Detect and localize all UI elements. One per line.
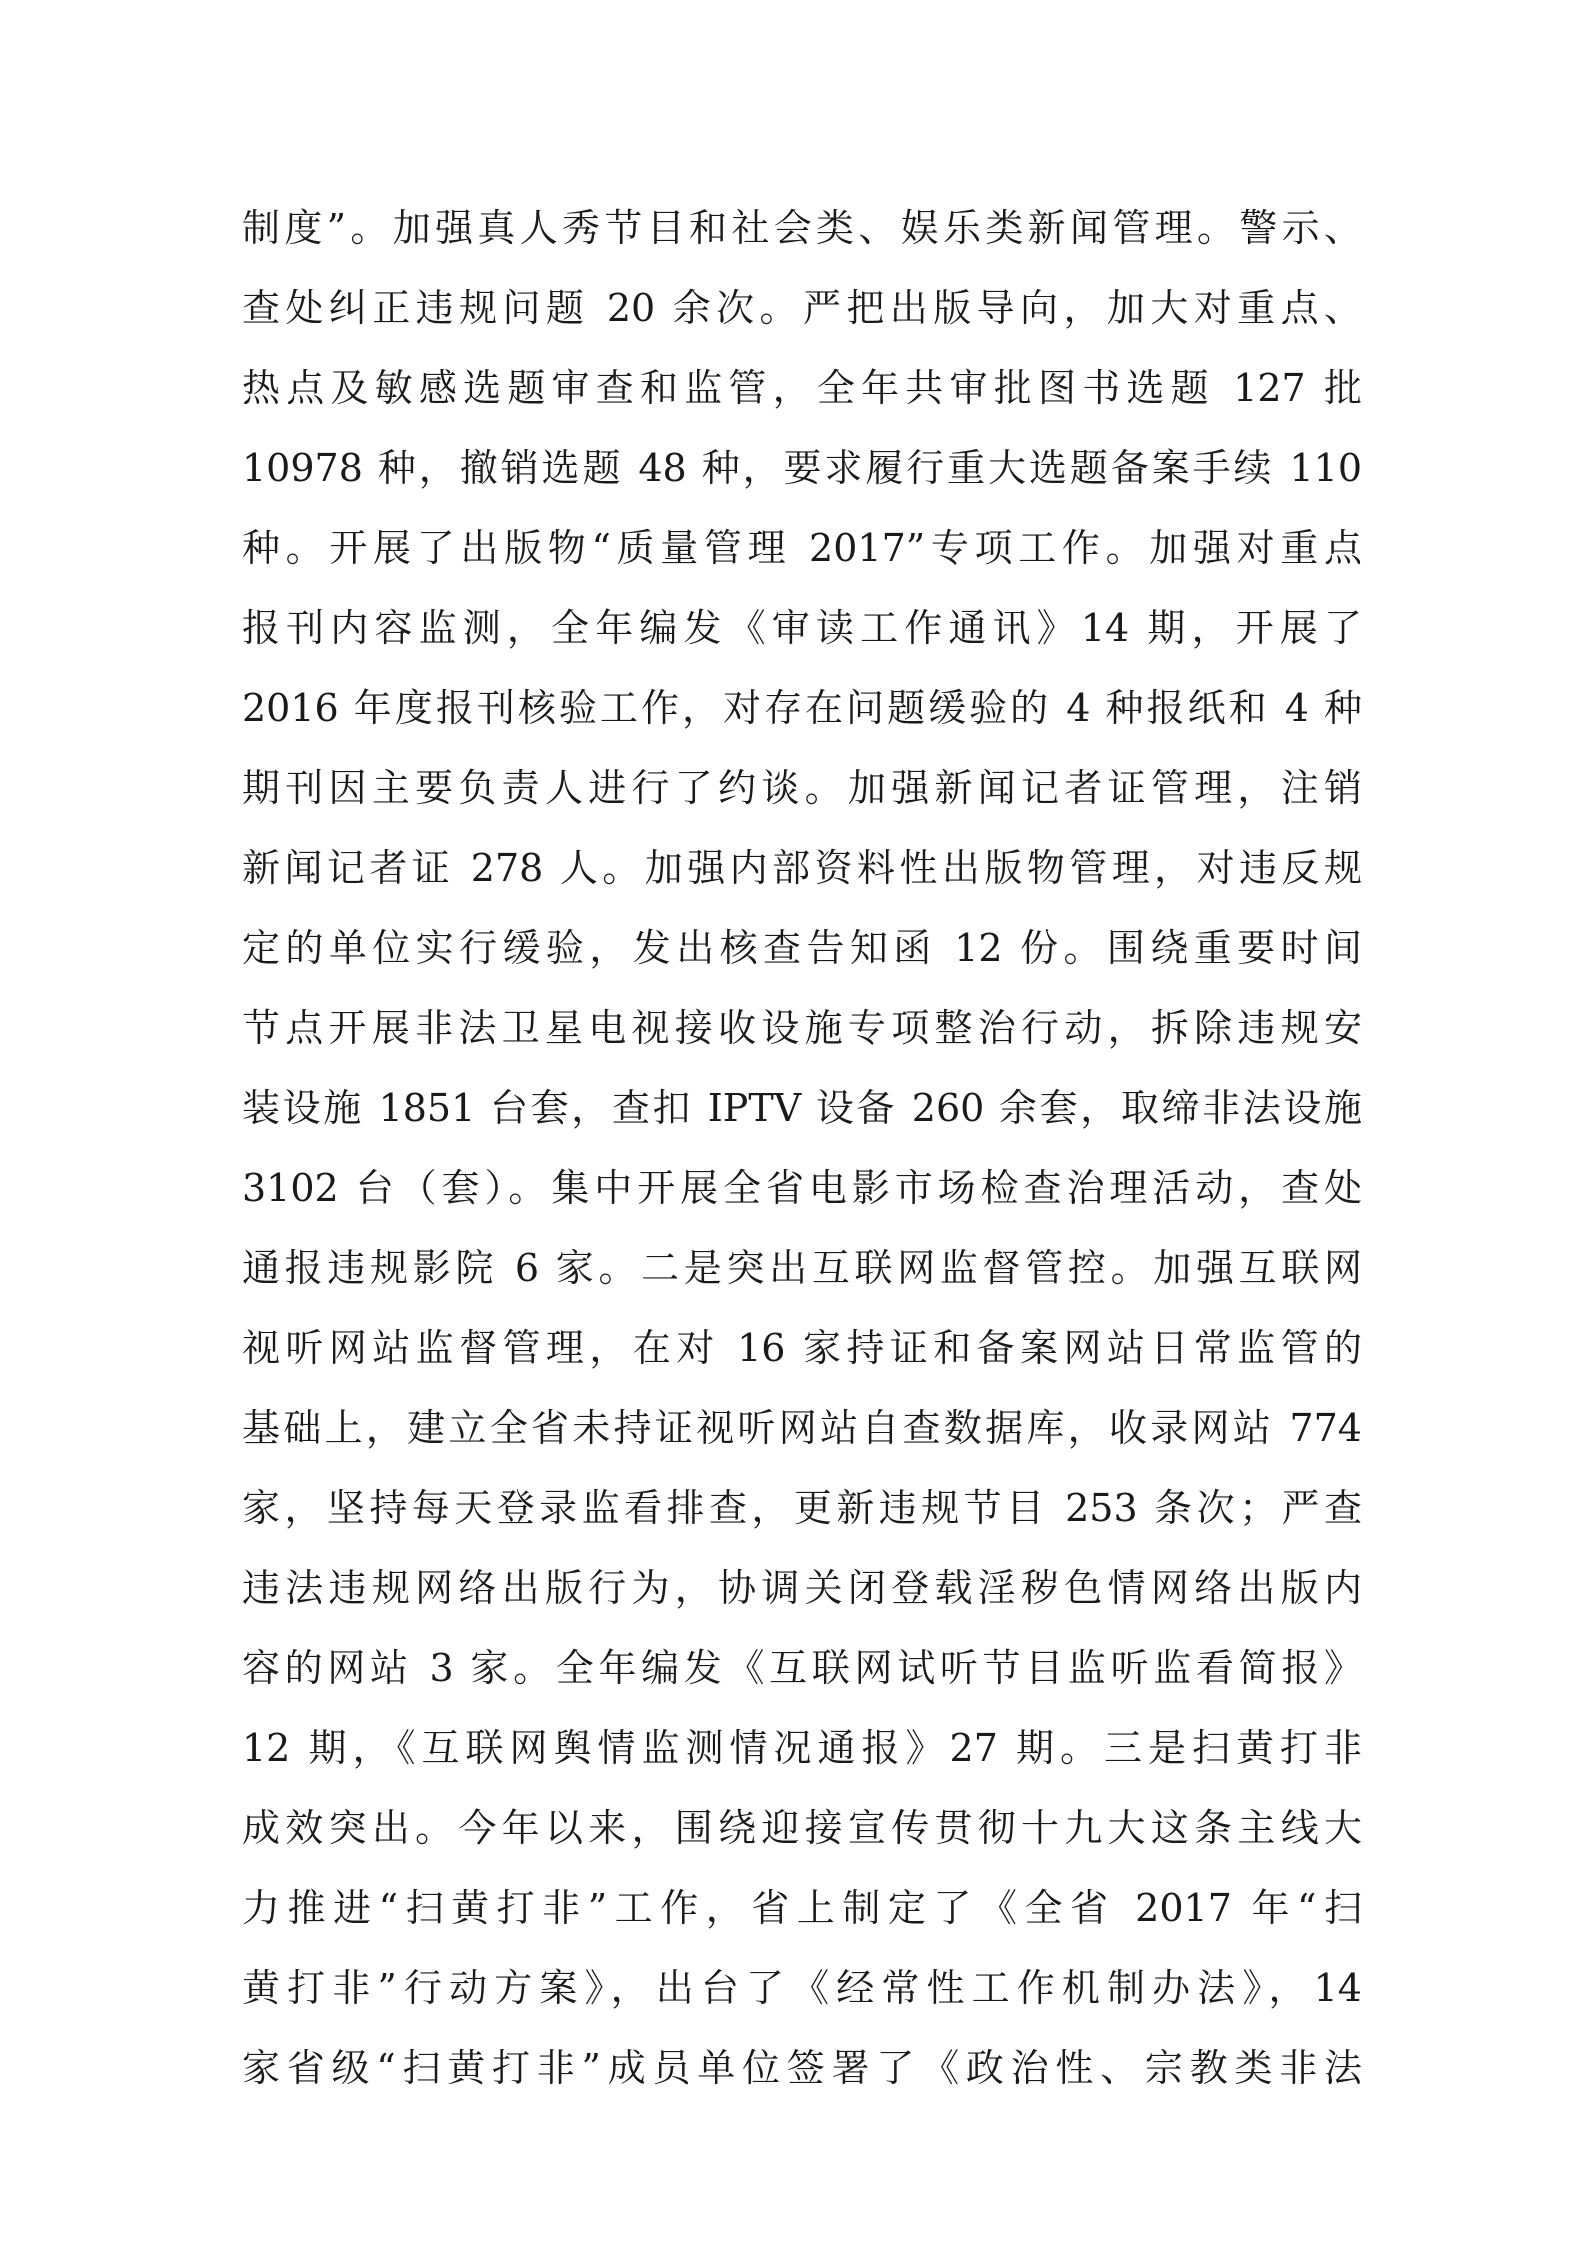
text-line: 3102 台（套）。集中开展全省电影市场检查治理活动，查处	[242, 1166, 1362, 1210]
text-line: 12 期，《互联网舆情监测情况通报》27 期。三是扫黄打非	[242, 1726, 1362, 1770]
text-line: 期刊因主要负责人进行了约谈。加强新闻记者证管理，注销	[242, 766, 1362, 810]
body-paragraph	[242, 188, 1362, 2108]
text-line: 种。开展了出版物“质量管理 2017”专项工作。加强对重点	[242, 526, 1362, 570]
text-line: 家省级“扫黄打非”成员单位签署了《政治性、宗教类非法	[242, 2046, 1362, 2090]
text-line: 基础上，建立全省未持证视听网站自查数据库，收录网站 774	[242, 1406, 1362, 1450]
text-line: 节点开展非法卫星电视接收设施专项整治行动，拆除违规安	[242, 1006, 1362, 1050]
text-line: 查处纠正违规问题 20 余次。严把出版导向，加大对重点、	[242, 286, 1362, 330]
text-line: 2016 年度报刊核验工作，对存在问题缓验的 4 种报纸和 4 种	[242, 686, 1362, 730]
text-line: 装设施 1851 台套，查扣 IPTV 设备 260 余套，取缔非法设施	[242, 1086, 1362, 1130]
text-line: 容的网站 3 家。全年编发《互联网试听节目监听监看简报》	[242, 1646, 1362, 1690]
text-line: 力推进“扫黄打非”工作，省上制定了《全省 2017 年“扫	[242, 1886, 1362, 1930]
text-line: 定的单位实行缓验，发出核查告知函 12 份。围绕重要时间	[242, 926, 1362, 970]
text-line: 新闻记者证 278 人。加强内部资料性出版物管理，对违反规	[242, 846, 1362, 890]
text-line: 热点及敏感选题审查和监管，全年共审批图书选题 127 批	[242, 366, 1362, 410]
text-line: 违法违规网络出版行为，协调关闭登载淫秽色情网络出版内	[242, 1566, 1362, 1610]
text-line: 视听网站监督管理，在对 16 家持证和备案网站日常监管的	[242, 1326, 1362, 1370]
text-line: 家，坚持每天登录监看排查，更新违规节目 253 条次；严查	[242, 1486, 1362, 1530]
text-line: 10978 种，撤销选题 48 种，要求履行重大选题备案手续 110	[242, 446, 1362, 490]
text-line: 通报违规影院 6 家。二是突出互联网监督管控。加强互联网	[242, 1246, 1362, 1290]
text-line: 制度”。加强真人秀节目和社会类、娱乐类新闻管理。警示、	[242, 206, 1362, 250]
text-line: 成效突出。今年以来，围绕迎接宣传贯彻十九大这条主线大	[242, 1806, 1362, 1850]
text-line: 报刊内容监测，全年编发《审读工作通讯》14 期，开展了	[242, 606, 1362, 650]
text-line: 黄打非”行动方案》，出台了《经常性工作机制办法》，14	[242, 1966, 1362, 2010]
